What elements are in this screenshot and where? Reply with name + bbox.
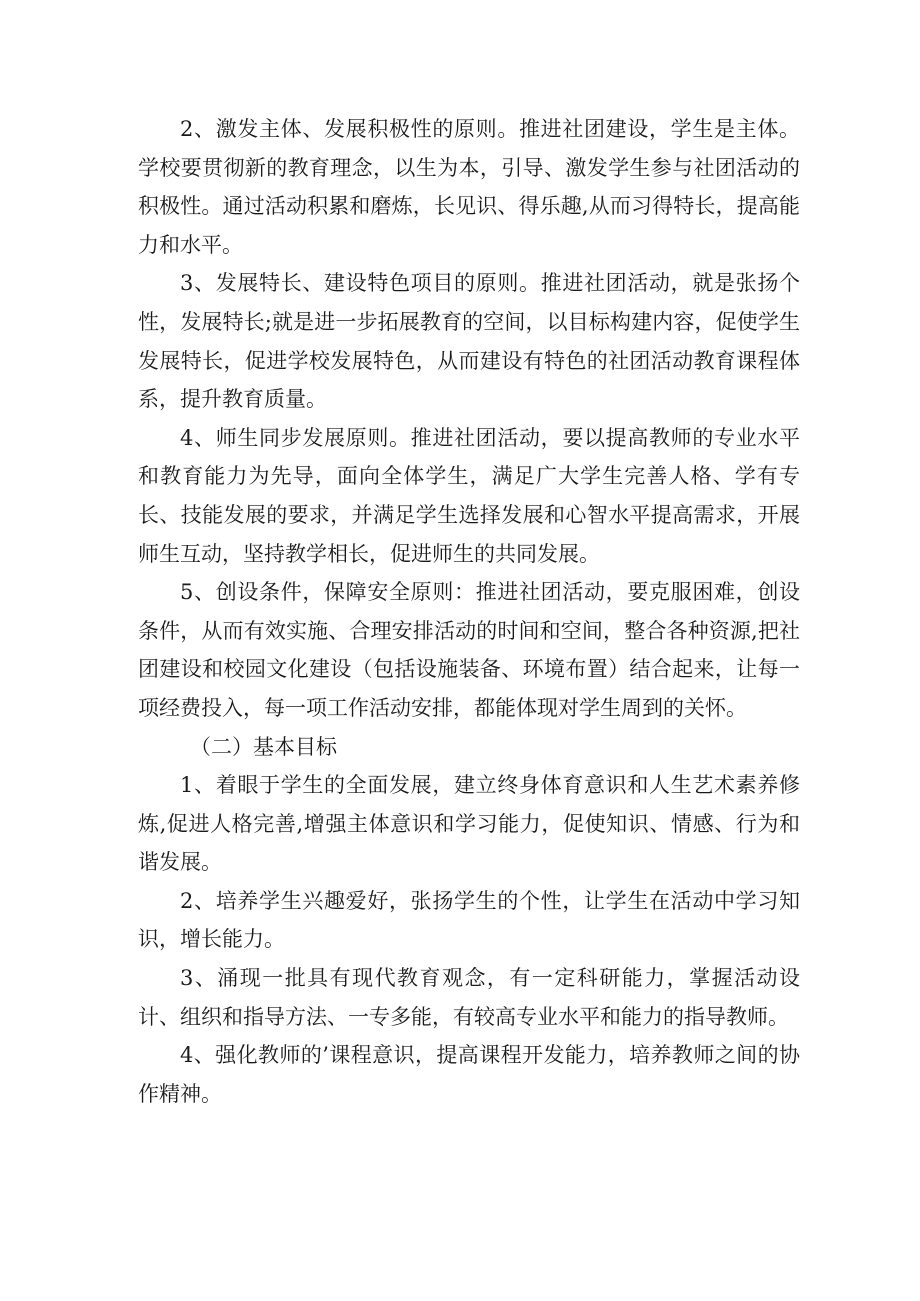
section-heading: （二）基本目标: [190, 734, 337, 759]
document-page: [138, 110, 800, 1113]
goal-paragraph: 3、涌现一批具有现代教育观念，有一定科研能力，掌握活动设计、组织和指导方法、一专多能，有较高专业水平和能力的指导教师。: [138, 966, 800, 1029]
principle-paragraph: 2、激发主体、发展积极性的原则。推进社团建设，学生是主体。学校要贯彻新的教育理念，以生为本，引导、激发学生参与社团活动的积极性。通过活动积累和磨炼，长见识、得乐趣,从而习得特长，提高能力和水平。: [138, 117, 800, 257]
goal-paragraph: 4、强化教师的’课程意识，提高课程开发能力，培养教师之间的协作精神。: [138, 1043, 800, 1106]
principle-paragraph: 4、师生同步发展原则。推进社团活动，要以提高教师的专业水平和教育能力为先导，面向全体学生，满足广大学生完善人格、学有专长、技能发展的要求，并满足学生选择发展和心智水平提高需求，开展师生互动，坚持教学相长，促进师生的共同发展。: [138, 425, 800, 566]
principle-paragraph: 3、发展特长、建设特色项目的原则。推进社团活动，就是张扬个性，发展特长;就是进一步拓展教育的空间，以目标构建内容，促使学生发展特长，促进学校发展特色，从而建设有特色的社团活动教育课程体系，提升教育质量。: [138, 271, 800, 412]
principle-paragraph: 5、创设条件，保障安全原则：推进社团活动，要克服困难，创设条件，从而有效实施、合理安排活动的时间和空间，整合各种资源,把社团建设和校园文化建设（包括设施装备、环境布置）结合起来，让每一项经费投入，每一项工作活动安排，都能体现对学生周到的关怀。: [138, 580, 800, 720]
goal-paragraph: 2、培养学生兴趣爱好，张扬学生的个性，让学生在活动中学习知识，增长能力。: [138, 888, 800, 952]
goal-paragraph: 1、着眼于学生的全面发展，建立终身体育意识和人生艺术素养修炼,促进人格完善,增强主体意识和学习能力，促使知识、情感、行为和谐发展。: [138, 773, 800, 875]
